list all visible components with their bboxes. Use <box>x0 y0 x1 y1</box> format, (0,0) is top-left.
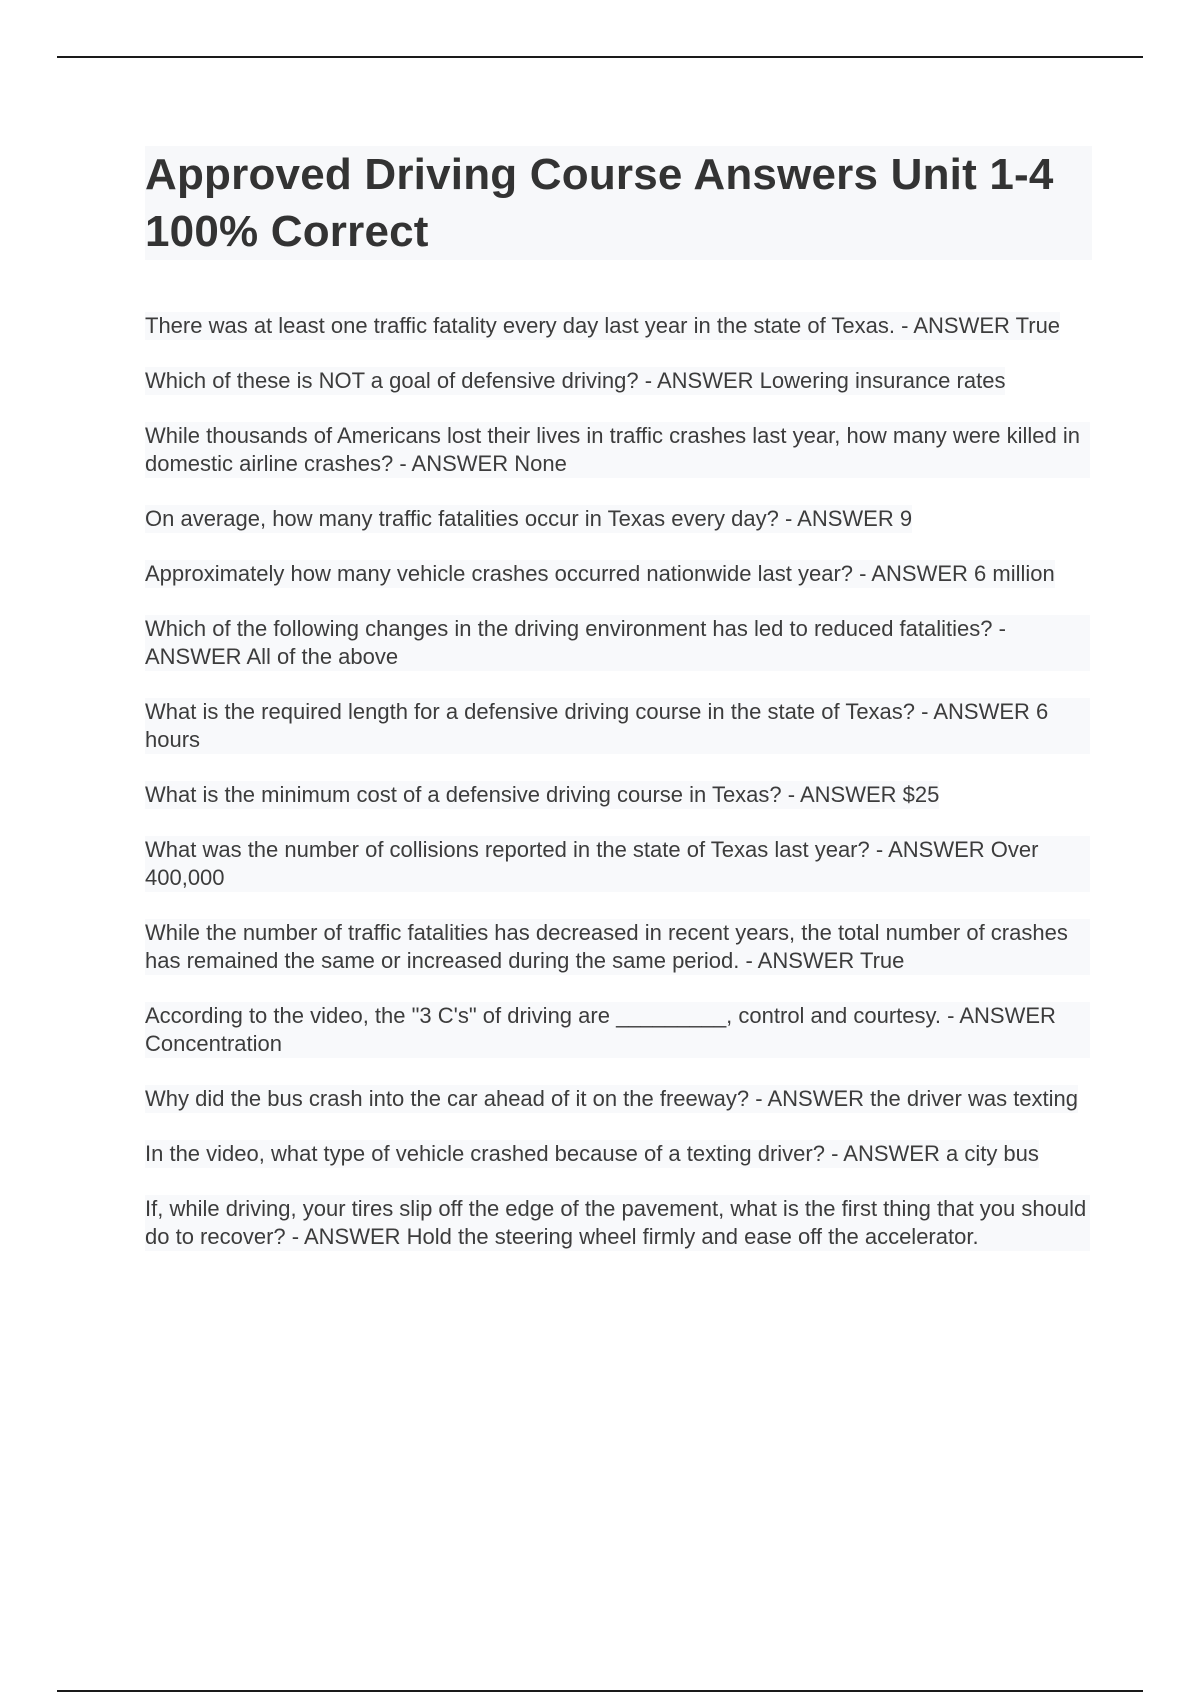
qa-item: Approximately how many vehicle crashes occurred nationwide last year? - ANSWER 6 million <box>145 561 1055 586</box>
top-rule <box>57 56 1143 58</box>
qa-item: In the video, what type of vehicle crashed because of a texting driver? - ANSWER a city bus <box>145 1141 1039 1166</box>
bottom-rule <box>57 1690 1143 1692</box>
qa-item: While thousands of Americans lost their lives in traffic crashes last year, how many were killed in domestic airline crashes? - ANSWER None <box>145 422 1090 478</box>
qa-item: If, while driving, your tires slip off the edge of the pavement, what is the first thing that you should do to recover? - ANSWER Hold the steering wheel firmly and ease off the accelerator. <box>145 1195 1090 1251</box>
qa-item: There was at least one traffic fatality every day last year in the state of Texas. - ANSWER True <box>145 313 1061 338</box>
page-title: Approved Driving Course Answers Unit 1-4 100% Correct <box>145 150 1054 256</box>
qa-item: On average, how many traffic fatalities occur in Texas every day? - ANSWER 9 <box>145 506 913 531</box>
qa-item: What is the required length for a defensive driving course in the state of Texas? - ANSWER 6 hours <box>145 698 1090 754</box>
qa-item: What is the minimum cost of a defensive driving course in Texas? - ANSWER $25 <box>145 782 940 807</box>
qa-item: According to the video, the "3 C's" of driving are _________, control and courtesy. - ANSWER Concentration <box>145 1002 1090 1058</box>
qa-item: While the number of traffic fatalities has decreased in recent years, the total number of crashes has remained the same or increased during the same period. - ANSWER True <box>145 919 1090 975</box>
qa-item: Which of these is NOT a goal of defensive driving? - ANSWER Lowering insurance rates <box>145 368 1006 393</box>
qa-item: What was the number of collisions reported in the state of Texas last year? - ANSWER Over 400,000 <box>145 836 1090 892</box>
qa-list <box>145 312 1090 1278</box>
qa-item: Which of the following changes in the driving environment has led to reduced fatalities? - ANSWER All of the above <box>145 615 1090 671</box>
title-block <box>145 146 1092 260</box>
qa-item: Why did the bus crash into the car ahead of it on the freeway? - ANSWER the driver was texting <box>145 1086 1079 1111</box>
